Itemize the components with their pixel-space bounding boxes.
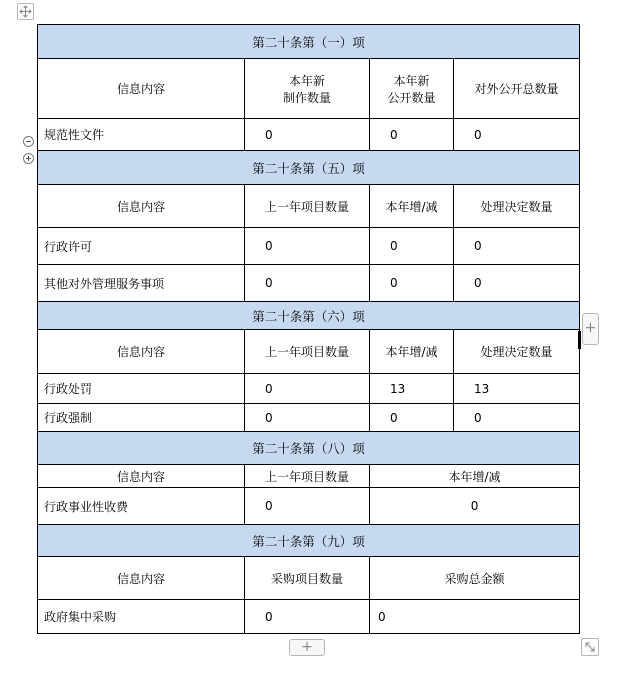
col-header-total-published: 对外公开总数量	[454, 59, 580, 119]
add-row-button[interactable]: +	[289, 639, 325, 656]
col-header-content: 信息内容	[38, 185, 245, 228]
col-header-purchase-count: 采购项目数量	[245, 557, 370, 600]
col-header-purchase-total: 采购总金额	[370, 557, 580, 600]
section-header-5	[38, 151, 580, 185]
header-row	[38, 330, 580, 374]
col-header-prev-count: 上一年项目数量	[245, 330, 370, 374]
remove-row-icon[interactable]	[23, 136, 34, 147]
cell-value[interactable]: 0	[370, 119, 454, 151]
section-title: 第二十条第（八）项	[38, 432, 580, 465]
header-row	[38, 59, 580, 119]
col-header-change: 本年增/减	[370, 185, 454, 228]
cell-value[interactable]: 0	[370, 488, 580, 525]
cell-value[interactable]: 0	[245, 265, 370, 302]
move-arrows-icon	[18, 4, 33, 19]
text-cursor	[578, 331, 581, 349]
row-label[interactable]: 行政强制	[38, 404, 245, 432]
cell-value[interactable]: 0	[454, 404, 580, 432]
cell-value[interactable]: 0	[245, 600, 370, 634]
table-move-handle[interactable]	[17, 3, 34, 20]
resize-diagonal-icon	[582, 639, 598, 655]
table-row	[38, 374, 580, 404]
table-row	[38, 488, 580, 525]
cell-value[interactable]: 0	[370, 228, 454, 265]
row-label[interactable]: 行政处罚	[38, 374, 245, 404]
col-header-content: 信息内容	[38, 557, 245, 600]
col-header-decisions: 处理决定数量	[454, 330, 580, 374]
add-column-button[interactable]: +	[582, 313, 599, 345]
section-title: 第二十条第（九）项	[38, 525, 580, 557]
col-header-prev-count: 上一年项目数量	[245, 185, 370, 228]
cell-value[interactable]: 0	[245, 374, 370, 404]
header-row	[38, 465, 580, 488]
section-header-6	[38, 302, 580, 330]
row-label[interactable]: 行政许可	[38, 228, 245, 265]
header-row	[38, 557, 580, 600]
col-header-new-published: 本年新 公开数量	[370, 59, 454, 119]
col-header-decisions: 处理决定数量	[454, 185, 580, 228]
section-title: 第二十条第（六）项	[38, 302, 580, 330]
table-row	[38, 404, 580, 432]
cell-value[interactable]: 0	[370, 265, 454, 302]
cell-value[interactable]: 0	[370, 600, 580, 634]
table-resize-handle[interactable]	[581, 638, 599, 656]
cell-value[interactable]: 0	[454, 119, 580, 151]
cell-value[interactable]: 0	[245, 488, 370, 525]
col-header-change: 本年增/减	[370, 330, 454, 374]
col-header-content: 信息内容	[38, 465, 245, 488]
section-header-8	[38, 432, 580, 465]
cell-value[interactable]: 13	[454, 374, 580, 404]
insert-row-icon[interactable]	[23, 153, 34, 164]
row-label[interactable]: 其他对外管理服务事项	[38, 265, 245, 302]
disclosure-table	[37, 24, 580, 634]
cell-value[interactable]: 0	[245, 228, 370, 265]
table-row	[38, 228, 580, 265]
cell-value[interactable]: 13	[370, 374, 454, 404]
col-header-content: 信息内容	[38, 59, 245, 119]
row-label[interactable]: 政府集中采购	[38, 600, 245, 634]
section-header-9	[38, 525, 580, 557]
row-label[interactable]: 行政事业性收费	[38, 488, 245, 525]
section-header-1	[38, 25, 580, 59]
header-row	[38, 185, 580, 228]
col-header-prev-count: 上一年项目数量	[245, 465, 370, 488]
cell-value[interactable]: 0	[454, 265, 580, 302]
cell-value[interactable]: 0	[454, 228, 580, 265]
cell-value[interactable]: 0	[370, 404, 454, 432]
cell-value[interactable]: 0	[245, 119, 370, 151]
col-header-content: 信息内容	[38, 330, 245, 374]
row-label[interactable]: 规范性文件	[38, 119, 245, 151]
section-title: 第二十条第（五）项	[38, 151, 580, 185]
section-title: 第二十条第（一）项	[38, 25, 580, 59]
table-row	[38, 265, 580, 302]
col-header-new-made: 本年新 制作数量	[245, 59, 370, 119]
col-header-change: 本年增/减	[370, 465, 580, 488]
cell-value[interactable]: 0	[245, 404, 370, 432]
table-row	[38, 600, 580, 634]
table-row	[38, 119, 580, 151]
